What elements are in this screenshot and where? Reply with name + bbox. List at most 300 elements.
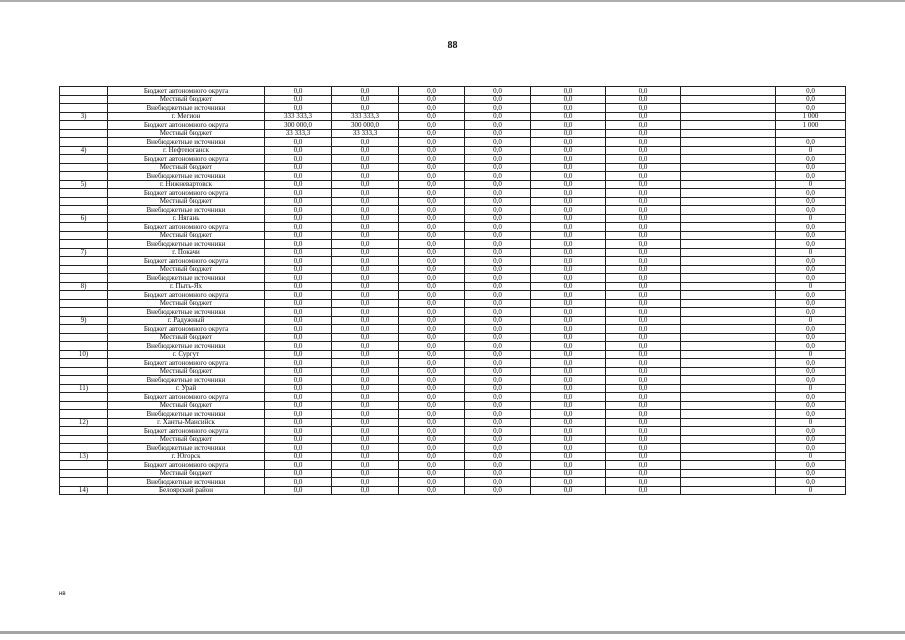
table-row — [60, 240, 846, 249]
value-col-7 — [681, 206, 776, 215]
row-name: Бюджет автономного округа — [108, 155, 265, 164]
table-row — [60, 427, 846, 436]
table-row — [60, 461, 846, 470]
row-name: Местный бюджет — [108, 265, 265, 274]
table-row — [60, 333, 846, 342]
table-row — [60, 104, 846, 113]
value-col-4: 0,0 — [465, 325, 531, 334]
value-col-6: 0,0 — [606, 265, 681, 274]
value-col-1: 0,0 — [265, 469, 332, 478]
value-col-7 — [681, 367, 776, 376]
value-col-4: 0,0 — [465, 265, 531, 274]
value-col-6: 0,0 — [606, 248, 681, 257]
table-row — [60, 172, 846, 181]
value-col-2: 0,0 — [332, 376, 399, 385]
value-col-5: 0,0 — [531, 469, 606, 478]
scan-edge-top — [0, 0, 905, 2]
table-row — [60, 478, 846, 487]
value-col-6: 0,0 — [606, 95, 681, 104]
value-col-1: 0,0 — [265, 308, 332, 317]
value-col-3: 0,0 — [399, 146, 465, 155]
value-col-7 — [681, 325, 776, 334]
value-col-5: 0,0 — [531, 325, 606, 334]
table-row — [60, 435, 846, 444]
value-col-5: 0,0 — [531, 248, 606, 257]
value-col-3: 0,0 — [399, 138, 465, 147]
row-index — [60, 444, 108, 453]
value-col-5: 0,0 — [531, 223, 606, 232]
value-col-1: 0,0 — [265, 435, 332, 444]
value-col-3: 0,0 — [399, 231, 465, 240]
value-col-2: 0,0 — [332, 163, 399, 172]
row-name: Бюджет автономного округа — [108, 427, 265, 436]
table-row — [60, 410, 846, 419]
value-col-7 — [681, 393, 776, 402]
table-row — [60, 274, 846, 283]
value-col-1: 0,0 — [265, 265, 332, 274]
value-col-7 — [681, 231, 776, 240]
row-index — [60, 138, 108, 147]
value-col-2: 0,0 — [332, 248, 399, 257]
value-col-5: 0,0 — [531, 189, 606, 198]
row-index — [60, 240, 108, 249]
value-col-1: 333 333,3 — [265, 112, 332, 121]
table-row — [60, 342, 846, 351]
row-index — [60, 274, 108, 283]
value-col-2: 0,0 — [332, 282, 399, 291]
row-name: Внебюджетные источники — [108, 172, 265, 181]
value-col-4: 0,0 — [465, 350, 531, 359]
value-col-4: 0,0 — [465, 240, 531, 249]
value-col-3: 0,0 — [399, 265, 465, 274]
value-col-7 — [681, 138, 776, 147]
table-row — [60, 367, 846, 376]
table-row — [60, 248, 846, 257]
value-col-2: 0,0 — [332, 206, 399, 215]
value-col-7 — [681, 214, 776, 223]
value-col-2: 0,0 — [332, 138, 399, 147]
value-col-4: 0,0 — [465, 146, 531, 155]
value-col-1: 0,0 — [265, 461, 332, 470]
table-row — [60, 299, 846, 308]
value-col-7 — [681, 257, 776, 266]
value-col-1: 0,0 — [265, 427, 332, 436]
value-col-3: 0,0 — [399, 367, 465, 376]
value-col-6: 0,0 — [606, 325, 681, 334]
value-col-8: 0,0 — [776, 333, 846, 342]
value-col-8: 0,0 — [776, 291, 846, 300]
row-index: 11) — [60, 384, 108, 393]
value-col-1: 0,0 — [265, 350, 332, 359]
row-index — [60, 223, 108, 232]
value-col-4: 0,0 — [465, 461, 531, 470]
value-col-6: 0,0 — [606, 333, 681, 342]
value-col-3: 0,0 — [399, 427, 465, 436]
value-col-7 — [681, 87, 776, 96]
value-col-1: 0,0 — [265, 95, 332, 104]
value-col-3: 0,0 — [399, 95, 465, 104]
value-col-7 — [681, 197, 776, 206]
row-index — [60, 478, 108, 487]
value-col-5: 0,0 — [531, 104, 606, 113]
value-col-6: 0,0 — [606, 138, 681, 147]
value-col-1: 0,0 — [265, 418, 332, 427]
value-col-1: 0,0 — [265, 342, 332, 351]
value-col-3: 0,0 — [399, 316, 465, 325]
value-col-7 — [681, 95, 776, 104]
value-col-5: 0,0 — [531, 155, 606, 164]
value-col-7 — [681, 104, 776, 113]
value-col-1: 0,0 — [265, 214, 332, 223]
value-col-8: 0,0 — [776, 410, 846, 419]
table-row — [60, 129, 846, 138]
value-col-5: 0,0 — [531, 146, 606, 155]
value-col-8: 0 — [776, 180, 846, 189]
value-col-6: 0,0 — [606, 384, 681, 393]
value-col-6: 0,0 — [606, 87, 681, 96]
value-col-5: 0,0 — [531, 180, 606, 189]
row-name: Бюджет автономного округа — [108, 393, 265, 402]
value-col-6: 0,0 — [606, 486, 681, 495]
value-col-3: 0,0 — [399, 435, 465, 444]
value-col-4: 0,0 — [465, 214, 531, 223]
value-col-2: 0,0 — [332, 410, 399, 419]
value-col-4: 0,0 — [465, 291, 531, 300]
value-col-4: 0,0 — [465, 223, 531, 232]
row-index — [60, 435, 108, 444]
value-col-5: 0,0 — [531, 282, 606, 291]
value-col-1: 0,0 — [265, 240, 332, 249]
row-name: Внебюджетные источники — [108, 240, 265, 249]
row-name: Бюджет автономного округа — [108, 121, 265, 130]
value-col-3: 0,0 — [399, 274, 465, 283]
table-row — [60, 223, 846, 232]
value-col-2: 0,0 — [332, 299, 399, 308]
row-index — [60, 291, 108, 300]
value-col-6: 0,0 — [606, 121, 681, 130]
value-col-8: 0,0 — [776, 359, 846, 368]
value-col-3: 0,0 — [399, 376, 465, 385]
row-index — [60, 461, 108, 470]
value-col-5: 0,0 — [531, 333, 606, 342]
value-col-3: 0,0 — [399, 155, 465, 164]
value-col-3: 0,0 — [399, 163, 465, 172]
value-col-3: 0,0 — [399, 401, 465, 410]
value-col-5: 0,0 — [531, 478, 606, 487]
value-col-8: 0,0 — [776, 401, 846, 410]
value-col-1: 0,0 — [265, 231, 332, 240]
row-name: г. Сургут — [108, 350, 265, 359]
row-index — [60, 401, 108, 410]
row-name: Местный бюджет — [108, 129, 265, 138]
value-col-8: 0,0 — [776, 163, 846, 172]
value-col-8: 0,0 — [776, 427, 846, 436]
table-row — [60, 308, 846, 317]
value-col-5: 0,0 — [531, 231, 606, 240]
value-col-5: 0,0 — [531, 112, 606, 121]
row-index — [60, 333, 108, 342]
row-name: Бюджет автономного округа — [108, 291, 265, 300]
value-col-6: 0,0 — [606, 282, 681, 291]
row-index — [60, 469, 108, 478]
value-col-5: 0,0 — [531, 359, 606, 368]
row-index — [60, 197, 108, 206]
value-col-6: 0,0 — [606, 214, 681, 223]
value-col-6: 0,0 — [606, 163, 681, 172]
row-name: Местный бюджет — [108, 367, 265, 376]
value-col-8 — [776, 129, 846, 138]
value-col-8: 0 — [776, 316, 846, 325]
value-col-6: 0,0 — [606, 189, 681, 198]
value-col-5: 0,0 — [531, 138, 606, 147]
value-col-6: 0,0 — [606, 274, 681, 283]
value-col-3: 0,0 — [399, 469, 465, 478]
value-col-3: 0,0 — [399, 325, 465, 334]
row-name: Внебюджетные источники — [108, 104, 265, 113]
value-col-7 — [681, 418, 776, 427]
value-col-6: 0,0 — [606, 180, 681, 189]
row-name: г. Нижневартовск — [108, 180, 265, 189]
value-col-6: 0,0 — [606, 461, 681, 470]
row-index: 12) — [60, 418, 108, 427]
value-col-4: 0,0 — [465, 316, 531, 325]
value-col-2: 0,0 — [332, 308, 399, 317]
value-col-1: 0,0 — [265, 410, 332, 419]
table-row — [60, 95, 846, 104]
value-col-8: 0,0 — [776, 469, 846, 478]
value-col-1: 0,0 — [265, 274, 332, 283]
value-col-2: 0,0 — [332, 469, 399, 478]
value-col-3: 0,0 — [399, 342, 465, 351]
value-col-5: 0,0 — [531, 308, 606, 317]
row-name: Внебюджетные источники — [108, 308, 265, 317]
value-col-2: 0,0 — [332, 452, 399, 461]
value-col-4: 0,0 — [465, 410, 531, 419]
table-row — [60, 121, 846, 130]
value-col-5: 0,0 — [531, 452, 606, 461]
value-col-1: 0,0 — [265, 316, 332, 325]
row-index — [60, 231, 108, 240]
value-col-8: 0,0 — [776, 138, 846, 147]
value-col-5: 0,0 — [531, 240, 606, 249]
row-name: Бюджет автономного округа — [108, 223, 265, 232]
value-col-7 — [681, 155, 776, 164]
value-col-6: 0,0 — [606, 418, 681, 427]
table-row — [60, 444, 846, 453]
value-col-8: 0,0 — [776, 87, 846, 96]
value-col-6: 0,0 — [606, 206, 681, 215]
value-col-4: 0,0 — [465, 384, 531, 393]
value-col-5: 0,0 — [531, 206, 606, 215]
row-name: г. Нягань — [108, 214, 265, 223]
row-name: Местный бюджет — [108, 299, 265, 308]
value-col-5: 0,0 — [531, 384, 606, 393]
value-col-7 — [681, 350, 776, 359]
table-row — [60, 316, 846, 325]
table-row — [60, 155, 846, 164]
value-col-5: 0,0 — [531, 197, 606, 206]
value-col-7 — [681, 359, 776, 368]
value-col-6: 0,0 — [606, 291, 681, 300]
value-col-2: 0,0 — [332, 146, 399, 155]
row-index — [60, 257, 108, 266]
value-col-1: 0,0 — [265, 401, 332, 410]
row-name: Местный бюджет — [108, 231, 265, 240]
value-col-2: 0,0 — [332, 189, 399, 198]
table-row — [60, 257, 846, 266]
value-col-2: 0,0 — [332, 291, 399, 300]
value-col-5: 0,0 — [531, 401, 606, 410]
row-index — [60, 410, 108, 419]
value-col-1: 0,0 — [265, 444, 332, 453]
value-col-4: 0,0 — [465, 469, 531, 478]
value-col-1: 0,0 — [265, 478, 332, 487]
table-row — [60, 189, 846, 198]
value-col-2: 0,0 — [332, 240, 399, 249]
value-col-1: 0,0 — [265, 138, 332, 147]
row-index — [60, 342, 108, 351]
value-col-1: 0,0 — [265, 452, 332, 461]
value-col-7 — [681, 376, 776, 385]
value-col-1: 0,0 — [265, 359, 332, 368]
value-col-7 — [681, 180, 776, 189]
value-col-8: 0,0 — [776, 367, 846, 376]
value-col-2: 0,0 — [332, 231, 399, 240]
row-name: г. Радужный — [108, 316, 265, 325]
value-col-2: 0,0 — [332, 95, 399, 104]
row-index: 13) — [60, 452, 108, 461]
row-index: 3) — [60, 112, 108, 121]
value-col-4: 0,0 — [465, 197, 531, 206]
value-col-6: 0,0 — [606, 350, 681, 359]
row-name: Внебюджетные источники — [108, 444, 265, 453]
row-name: Бюджет автономного округа — [108, 87, 265, 96]
value-col-6: 0,0 — [606, 231, 681, 240]
row-index: 9) — [60, 316, 108, 325]
value-col-2: 0,0 — [332, 367, 399, 376]
table-row — [60, 452, 846, 461]
value-col-7 — [681, 265, 776, 274]
row-name: Бюджет автономного округа — [108, 257, 265, 266]
value-col-5: 0,0 — [531, 486, 606, 495]
value-col-4: 0,0 — [465, 129, 531, 138]
value-col-4: 0,0 — [465, 401, 531, 410]
value-col-7 — [681, 240, 776, 249]
value-col-5: 0,0 — [531, 87, 606, 96]
value-col-6: 0,0 — [606, 401, 681, 410]
table-row — [60, 206, 846, 215]
value-col-3: 0,0 — [399, 486, 465, 495]
value-col-7 — [681, 248, 776, 257]
value-col-7 — [681, 291, 776, 300]
value-col-2: 0,0 — [332, 393, 399, 402]
value-col-1: 0,0 — [265, 257, 332, 266]
value-col-8: 0,0 — [776, 197, 846, 206]
value-col-6: 0,0 — [606, 299, 681, 308]
value-col-8: 1 000 — [776, 112, 846, 121]
value-col-4: 0,0 — [465, 393, 531, 402]
value-col-7 — [681, 410, 776, 419]
value-col-5: 0,0 — [531, 129, 606, 138]
row-index — [60, 95, 108, 104]
value-col-3: 0,0 — [399, 214, 465, 223]
value-col-3: 0,0 — [399, 333, 465, 342]
value-col-6: 0,0 — [606, 155, 681, 164]
value-col-1: 0,0 — [265, 384, 332, 393]
value-col-4: 0,0 — [465, 180, 531, 189]
value-col-4: 0,0 — [465, 274, 531, 283]
value-col-5: 0,0 — [531, 418, 606, 427]
value-col-7 — [681, 308, 776, 317]
value-col-8: 0 — [776, 146, 846, 155]
row-name: г. Урай — [108, 384, 265, 393]
row-index — [60, 155, 108, 164]
value-col-1: 0,0 — [265, 172, 332, 181]
value-col-3: 0,0 — [399, 189, 465, 198]
value-col-8: 0,0 — [776, 274, 846, 283]
table-row — [60, 359, 846, 368]
table-row — [60, 291, 846, 300]
table-row — [60, 265, 846, 274]
value-col-4: 0,0 — [465, 104, 531, 113]
value-col-2: 0,0 — [332, 172, 399, 181]
value-col-4: 0,0 — [465, 376, 531, 385]
value-col-5: 0,0 — [531, 435, 606, 444]
value-col-4: 0,0 — [465, 444, 531, 453]
value-col-7 — [681, 452, 776, 461]
budget-table — [59, 86, 846, 495]
value-col-1: 0,0 — [265, 163, 332, 172]
value-col-4: 0,0 — [465, 478, 531, 487]
value-col-8: 0,0 — [776, 342, 846, 351]
row-name: г. Ханты-Мансийск — [108, 418, 265, 427]
value-col-8: 0,0 — [776, 231, 846, 240]
value-col-6: 0,0 — [606, 367, 681, 376]
table-row — [60, 180, 846, 189]
row-name: Внебюджетные источники — [108, 206, 265, 215]
value-col-2: 0,0 — [332, 461, 399, 470]
value-col-4: 0,0 — [465, 95, 531, 104]
row-index: 10) — [60, 350, 108, 359]
value-col-5: 0,0 — [531, 291, 606, 300]
value-col-1: 0,0 — [265, 325, 332, 334]
value-col-6: 0,0 — [606, 308, 681, 317]
value-col-2: 0,0 — [332, 384, 399, 393]
value-col-4: 0,0 — [465, 282, 531, 291]
row-name: г. Покачи — [108, 248, 265, 257]
scan-edge-bottom — [0, 631, 905, 634]
table-row — [60, 87, 846, 96]
value-col-6: 0,0 — [606, 469, 681, 478]
row-index — [60, 325, 108, 334]
value-col-2: 0,0 — [332, 274, 399, 283]
value-col-2: 0,0 — [332, 401, 399, 410]
value-col-1: 0,0 — [265, 223, 332, 232]
value-col-4: 0,0 — [465, 452, 531, 461]
value-col-3: 0,0 — [399, 282, 465, 291]
row-index: 6) — [60, 214, 108, 223]
value-col-2: 0,0 — [332, 223, 399, 232]
row-name: Местный бюджет — [108, 401, 265, 410]
value-col-3: 0,0 — [399, 172, 465, 181]
value-col-1: 0,0 — [265, 197, 332, 206]
value-col-8: 0,0 — [776, 444, 846, 453]
value-col-3: 0,0 — [399, 240, 465, 249]
value-col-7 — [681, 163, 776, 172]
value-col-7 — [681, 282, 776, 291]
table-row — [60, 469, 846, 478]
value-col-5: 0,0 — [531, 393, 606, 402]
